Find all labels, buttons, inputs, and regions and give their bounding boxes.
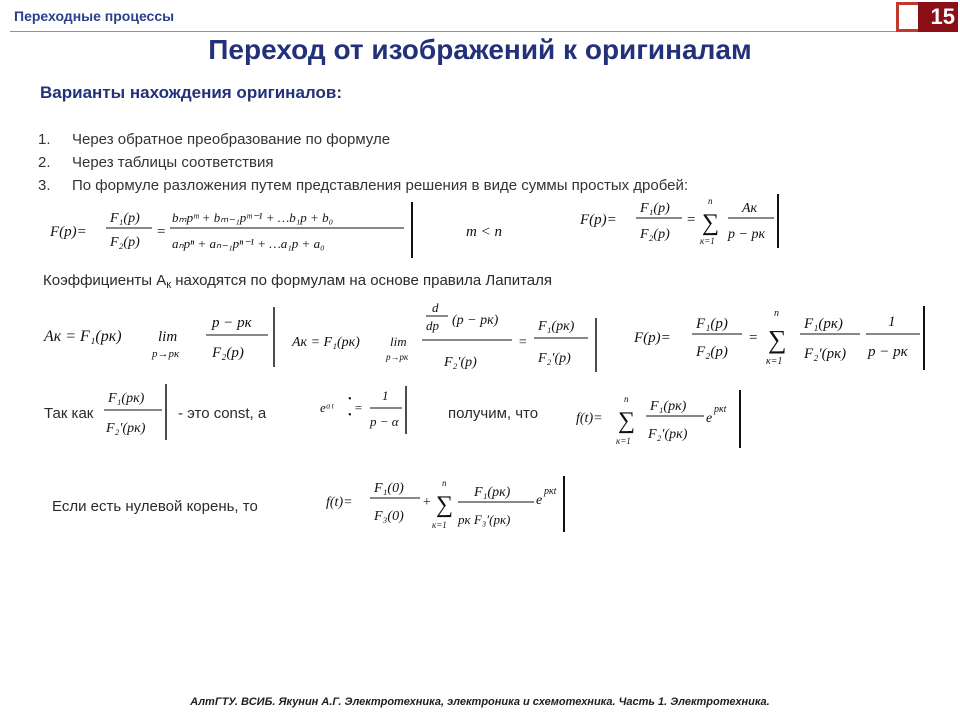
svg-text:F₂′(p): F₂′(p)	[538, 351, 571, 366]
formula-exp-transform	[318, 384, 410, 436]
formula-partial-fractions	[578, 192, 784, 252]
svg-text:p − pк: p − pк	[868, 344, 908, 360]
svg-text:F₂′(pк): F₂′(pк)	[106, 421, 146, 436]
svg-text:=: =	[748, 330, 759, 346]
list-item-number: 1.	[38, 131, 51, 148]
svg-text:e: e	[706, 411, 713, 426]
coefficients-text-before: Коэффициенты А	[43, 272, 167, 289]
svg-text:F₁(pк): F₁(pк)	[474, 485, 511, 500]
svg-text:F₁(pк): F₁(pк)	[804, 316, 843, 332]
header-divider	[10, 31, 896, 32]
coefficients-subscript: к	[166, 279, 172, 291]
svg-text:d: d	[432, 300, 439, 315]
svg-text:n: n	[624, 394, 629, 404]
svg-text:F₁(p): F₁(p)	[640, 201, 670, 216]
svg-text:F₂′(p): F₂′(p)	[444, 355, 477, 370]
svg-text:dp: dp	[426, 318, 439, 333]
condition-text: m < n	[466, 224, 502, 240]
svg-text:p − pк: p − pк	[728, 227, 765, 242]
zero-root-text: Если есть нулевой корень, то	[52, 498, 258, 515]
svg-text:aₙpⁿ + aₙ₋₁pⁿ⁻¹ + …a₁p + a₀: aₙpⁿ + aₙ₋₁pⁿ⁻¹ + …a₁p + a₀	[172, 236, 325, 251]
formula-expansion-image	[632, 302, 932, 374]
svg-text:F(p)=: F(p)=	[634, 330, 671, 346]
svg-text:F₂(p): F₂(p)	[212, 345, 244, 361]
footer-credits: АлтГТУ. ВСИБ. Якунин А.Г. Электротехника, электроника и схемотехника. Часть 1. Электротехника.	[190, 696, 770, 708]
list-item-text: Через обратное преобразование по формуле	[72, 131, 391, 148]
svg-text:=: =	[686, 212, 697, 228]
formula-ak-derivative	[290, 296, 606, 378]
svg-text:к=1: к=1	[432, 520, 447, 530]
svg-text:F₃(0): F₃(0)	[374, 509, 404, 524]
svg-text:•: •	[348, 394, 352, 405]
list-item-text: По формуле разложения путем представления решения в виде суммы простых дробей:	[72, 177, 689, 194]
svg-text:к=1: к=1	[700, 236, 715, 246]
formula-original-result	[574, 388, 746, 452]
slide-title: Переход от изображений к оригиналам	[208, 34, 752, 65]
svg-text:=: =	[518, 335, 528, 350]
svg-text:f(t)=: f(t)=	[326, 495, 353, 510]
svg-text:p − α: p − α	[370, 414, 399, 429]
slide-subtitle: Варианты нахождения оригиналов:	[40, 83, 342, 102]
list-item	[38, 151, 688, 174]
svg-text:∑: ∑	[768, 325, 787, 354]
svg-text:lim: lim	[390, 334, 407, 349]
svg-text:1: 1	[888, 314, 896, 330]
svg-text:p→pк: p→pк	[152, 348, 180, 360]
svg-text:F₂(p): F₂(p)	[640, 227, 670, 242]
svg-text:∑: ∑	[702, 210, 720, 236]
svg-text:n: n	[442, 478, 447, 488]
formula-zero-root	[324, 474, 570, 536]
svg-text:bₘpᵐ + bₘ₋₁pᵐ⁻¹ + …b₁p + b₀: bₘpᵐ + bₘ₋₁pᵐ⁻¹ + …b₁p + b₀	[172, 210, 334, 225]
svg-text:p − pк: p − pк	[212, 315, 252, 331]
svg-text:•: •	[348, 410, 352, 421]
svg-text:=: =	[156, 224, 167, 240]
since-text: Так как	[44, 405, 94, 422]
svg-text:pкt: pкt	[714, 404, 727, 415]
svg-text:Aк = F₁(pк): Aк = F₁(pк)	[44, 328, 122, 345]
list-item	[38, 128, 688, 151]
svg-text:F(p)=: F(p)=	[50, 224, 87, 240]
svg-text:f(t)=: f(t)=	[576, 411, 603, 426]
svg-text:F₂′(pк): F₂′(pк)	[648, 427, 688, 442]
svg-text:p→pк: p→pк	[386, 352, 409, 362]
svg-text:F(p)=: F(p)=	[580, 212, 617, 228]
svg-text:+: +	[422, 495, 432, 510]
svg-text:(p − pк): (p − pк)	[452, 313, 499, 328]
svg-text:n: n	[708, 196, 713, 206]
svg-text:pкt: pкt	[544, 486, 557, 497]
svg-text:e: e	[536, 493, 543, 508]
svg-text:Aк = F₁(pк): Aк = F₁(pк)	[292, 335, 360, 350]
svg-text:1: 1	[382, 388, 389, 403]
list-item-text: Через таблицы соответствия	[72, 154, 274, 171]
const-text: - это const, а	[178, 405, 267, 422]
formula-ak-limit	[42, 305, 282, 371]
svg-text:F₂′(pк): F₂′(pк)	[804, 346, 847, 362]
svg-text:F₂(p): F₂(p)	[696, 344, 728, 360]
formula-const-ratio	[102, 382, 170, 442]
svg-text:lim: lim	[158, 329, 178, 345]
svg-text:∑: ∑	[436, 492, 454, 518]
svg-text:pк F₃′(pк): pк F₃′(pк)	[458, 512, 511, 527]
coefficients-text	[43, 272, 552, 291]
svg-text:n: n	[774, 308, 779, 319]
svg-text:∑: ∑	[618, 408, 636, 434]
svg-text:F₁(pк): F₁(pк)	[538, 319, 575, 334]
formula-polynomial-ratio	[48, 198, 418, 262]
svg-text:eᵅᵗ: eᵅᵗ	[320, 400, 334, 415]
formula-condition	[464, 220, 524, 244]
svg-text:F₁(p): F₁(p)	[696, 316, 728, 332]
list-item-number: 2.	[38, 154, 51, 171]
svg-text:F₁(0): F₁(0)	[374, 481, 404, 496]
svg-text:=: =	[354, 400, 363, 415]
svg-text:к=1: к=1	[616, 436, 631, 446]
svg-text:F₁(p): F₁(p)	[110, 211, 140, 226]
obtain-text: получим, что	[448, 405, 539, 422]
methods-list	[38, 128, 688, 197]
svg-text:F₁(pк): F₁(pк)	[650, 399, 687, 414]
svg-text:Aк: Aк	[742, 201, 758, 216]
svg-text:к=1: к=1	[766, 356, 783, 367]
section-label: Переходные процессы	[14, 8, 175, 24]
svg-text:F₂(p): F₂(p)	[110, 235, 140, 250]
page-number: 15	[918, 2, 958, 32]
svg-text:F₁(pк): F₁(pк)	[108, 391, 145, 406]
coefficients-text-after: находятся по формулам на основе правила Лапиталя	[171, 272, 553, 289]
list-item-number: 3.	[38, 177, 51, 194]
